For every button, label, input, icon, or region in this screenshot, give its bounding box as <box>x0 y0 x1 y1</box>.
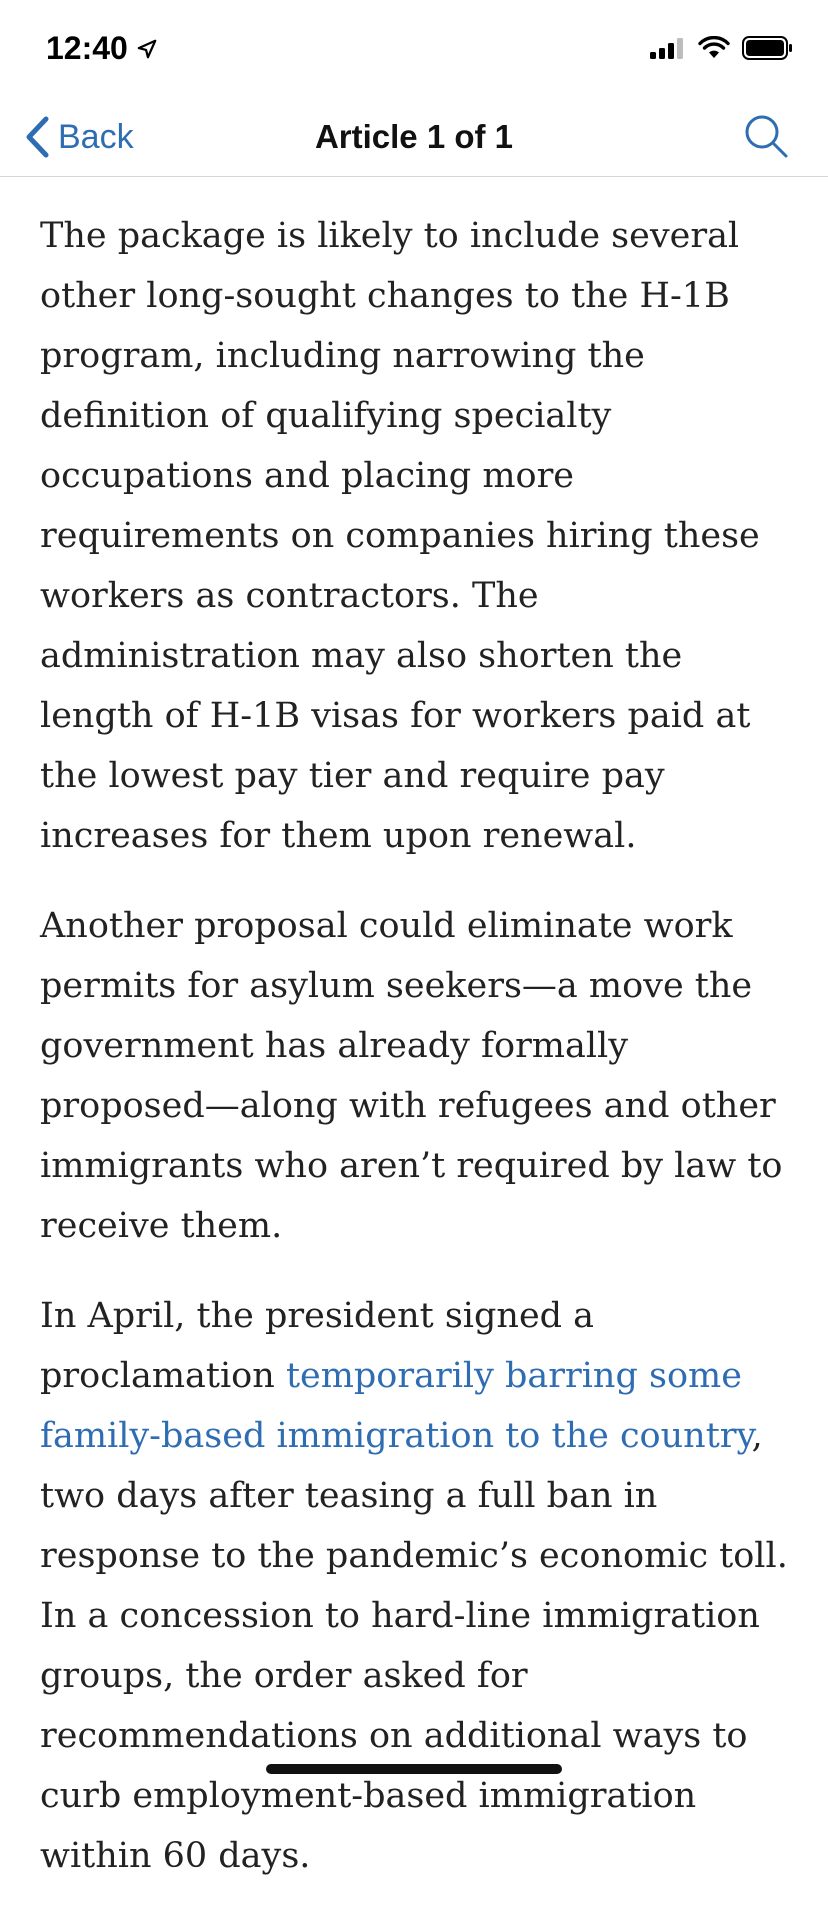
nav-bar <box>0 100 828 177</box>
article-paragraph-1: The package is likely to include several other long-sought changes to the H-1B program, including narrowing the definition of qualifying specialty occupations and placing more requirements on companies hiring these workers as contractors. The administration may also shorten the length of H-1B visas for workers paid at the lowest pay tier and require pay increases for them upon renewal. <box>40 216 760 856</box>
article-paragraph-2: Another proposal could eliminate work permits for asylum seekers—a move the government has already formally proposed—along with refugees and other immigrants who aren’t required by law to receive them. <box>40 906 783 1246</box>
search-icon[interactable] <box>740 110 792 162</box>
status-bar <box>0 0 828 100</box>
wifi-icon <box>698 36 730 60</box>
article-body <box>40 206 800 1916</box>
paragraph-3-rest: , two days after teasing a full ban in response to the pandemic’s economic toll. In a concession to hard-line immigration groups, the order asked for recommendations on additional ways to curb employment-based immigration within 60 days. <box>40 1416 788 1876</box>
status-time <box>46 30 158 67</box>
signal-icon <box>650 37 686 59</box>
page-title: Article 1 of 1 <box>314 118 514 155</box>
family-immigration-link[interactable]: temporarily barring some family-based immigration to the country <box>40 1356 752 1456</box>
article-paragraph-3 <box>40 1286 800 1886</box>
paragraph-3-lead: In April, the president signed a proclamation <box>40 1296 595 1396</box>
battery-icon <box>742 36 794 60</box>
status-time-text: 12:40 <box>46 30 128 66</box>
home-indicator[interactable] <box>266 1764 562 1774</box>
location-arrow-icon <box>136 38 158 60</box>
status-icons <box>650 36 794 60</box>
back-label: Back <box>58 117 134 156</box>
